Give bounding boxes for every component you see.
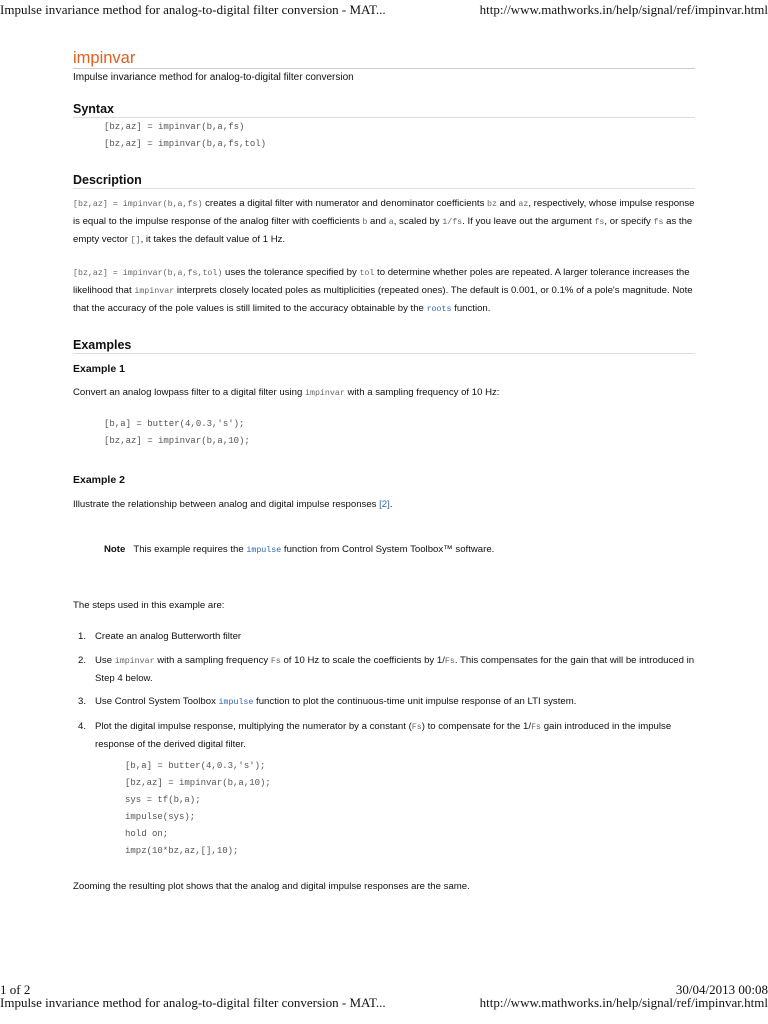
code-inline: bz <box>487 200 498 209</box>
footer-page-title: Impulse invariance method for analog-to-digital filter conversion - MAT... <box>0 995 386 1010</box>
code-inline: b <box>362 218 368 227</box>
list-item: 3. Use Control System Toolbox impulse function to plot the continuous-time unit impulse response of an LTI system. <box>78 696 577 707</box>
example-1-heading: Example 1 <box>73 363 125 375</box>
code-inline: [] <box>130 236 141 245</box>
code-inline: [bz,az] = impinvar(b,a,fs) <box>73 200 203 209</box>
code-inline: az <box>518 200 529 209</box>
code-line: [bz,az] = impinvar(b,a,10); <box>104 436 250 446</box>
code-line: [b,a] = butter(4,0.3,'s'); <box>104 419 245 429</box>
example-2-text: Illustrate the relationship between analog and digital impulse responses [2]. <box>73 499 393 510</box>
list-item: 2. Use impinvar with a sampling frequency Fs of 10 Hz to scale the coefficients by 1/Fs. This compensates for the gain that will be introduced in Step 4 below. <box>78 655 695 684</box>
steps-list <box>73 628 695 895</box>
code-line: impz(10*bz,az,[],10); <box>125 846 239 856</box>
syntax-section <box>73 101 695 153</box>
code-inline: 1/fs <box>442 218 463 227</box>
examples-section <box>73 337 695 354</box>
code-inline: impinvar <box>304 389 345 398</box>
example-2-heading: Example 2 <box>73 474 125 486</box>
note-box: Note This example requires the impulse function from Control System Toolbox™ software. <box>104 544 495 555</box>
syntax-rule <box>73 117 695 118</box>
steps-intro: The steps used in this example are: <box>73 600 225 611</box>
example-1-text: Convert an analog lowpass filter to a digital filter using impinvar with a sampling frequency of 10 Hz: <box>73 387 500 398</box>
title-rule <box>73 68 695 69</box>
footer-date: 30/04/2013 00:08 <box>675 982 768 997</box>
header-url: http://www.mathworks.in/help/signal/ref/impinvar.html <box>479 2 768 17</box>
code-line: sys = tf(b,a); <box>125 795 201 805</box>
doc-content <box>73 48 695 892</box>
print-footer <box>0 995 768 1011</box>
code-inline: impinvar <box>134 287 175 296</box>
page-title: impinvar <box>73 49 136 67</box>
impulse-link[interactable]: impulse <box>246 546 282 555</box>
code-line: hold on; <box>125 829 169 839</box>
description-heading: Description <box>73 173 142 187</box>
print-header <box>0 2 768 18</box>
code-line: [bz,az] = impinvar(b,a,10); <box>125 778 271 788</box>
note-label: Note <box>104 544 126 555</box>
roots-link[interactable]: roots <box>426 305 452 314</box>
code-inline: fs <box>594 218 605 227</box>
closing-text: Zooming the resulting plot shows that the analog and digital impulse responses are the same. <box>73 881 470 892</box>
footer-page-number: 1 of 2 <box>0 982 31 997</box>
reference-link[interactable]: [2] <box>379 499 390 510</box>
description-rule <box>73 188 695 189</box>
code-inline: [bz,az] = impinvar(b,a,fs,tol) <box>73 269 223 278</box>
list-item: 4. Plot the digital impulse response, multiplying the numerator by a constant (Fs) to compensate for the 1/Fs gain introduced in the impulse response of the derived digital filter. <box>78 721 672 750</box>
example-1 <box>73 362 695 450</box>
code-inline: fs <box>653 218 664 227</box>
syntax-line: [bz,az] = impinvar(b,a,fs) <box>104 122 245 132</box>
code-line: [b,a] = butter(4,0.3,'s'); <box>125 761 266 771</box>
example-2 <box>73 473 695 614</box>
code-line: impulse(sys); <box>125 812 196 822</box>
code-inline: a <box>388 218 394 227</box>
header-page-title: Impulse invariance method for analog-to-digital filter conversion - MAT... <box>0 2 386 17</box>
examples-heading: Examples <box>73 338 132 352</box>
description-section <box>73 172 695 318</box>
description-paragraph-1: [bz,az] = impinvar(b,a,fs) creates a digital filter with numerator and denominator coefficients bz and az, respectively, whose impulse response is equal to the impulse response of the analog filter with coefficients b and a, scaled by 1/fs. If you leave out the argument fs, or specify fs as the empty vector [], it takes the default value of 1 Hz. <box>73 198 695 245</box>
list-item: 1. Create an analog Butterworth filter <box>78 631 242 642</box>
code-inline: tol <box>359 269 375 278</box>
syntax-heading: Syntax <box>73 102 114 116</box>
footer-url: http://www.mathworks.in/help/signal/ref/impinvar.html <box>479 995 768 1010</box>
page-subtitle: Impulse invariance method for analog-to-digital filter conversion <box>73 72 354 83</box>
step-4-code <box>73 758 695 860</box>
impulse-link[interactable]: impulse <box>218 698 254 707</box>
description-paragraph-2: [bz,az] = impinvar(b,a,fs,tol) uses the tolerance specified by tol to determine whether poles are repeated. A larger tolerance increases the likelihood that impinvar interprets closely located poles as multiplicities (repeated ones). The default is 0.001, or 0.1% of a pole's magnitude. Note that the accuracy of the pole values is still limited to the accuracy obtainable by the roots function. <box>73 267 693 314</box>
syntax-line: [bz,az] = impinvar(b,a,fs,tol) <box>104 139 267 149</box>
examples-rule <box>73 353 695 354</box>
